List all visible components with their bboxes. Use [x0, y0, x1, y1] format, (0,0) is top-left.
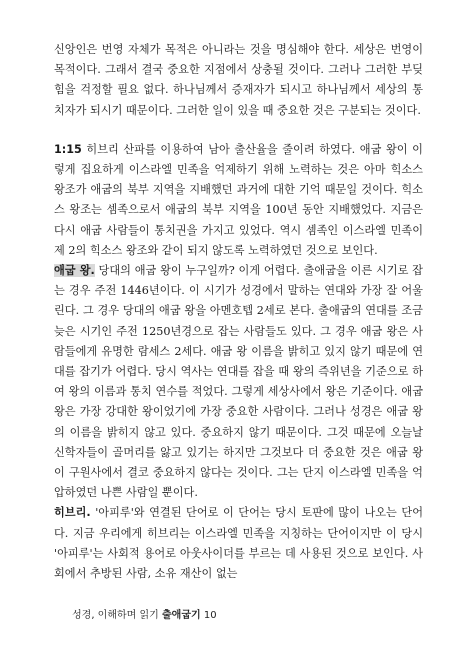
- paragraph-verse-1-15: 1:15 히브리 산파를 이용하여 남아 출산율을 줄이려 하였다. 애굽 왕이 이렇게 집요하게 이스라엘 민족을 억제하기 위해 노력하는 것은 아마 힉소스 왕조가 애굽의 북부 지역을 지배했던 과거에 대한 기억 때문일 것이다. 힉소스 왕조는 셈족으로서 애굽의 북부 지역을 100년 동안 지배했었다. 지금은 다시 애굽 사람들이 통치권을 가지고 있었다. 역시 셈족인 이스라엘 민족이 제 2의 힉소스 왕조와 같이 되지 않도록 노력하였던 것으로 보인다.: [54, 142, 423, 257]
- paragraph-prosperity: 신앙인은 번영 자체가 목적은 아니라는 것을 명심해야 한다. 세상은 번영이 목적이다. 그래서 결국 중요한 지점에서 상충될 것이다. 그러나 그러한 부딪힘을 걱정할 필요 없다. 하나님께서 증재자가 되시고 하나님께서 세상의 통치자가 되시기 때문이다. 그러한 일이 있을 때 중요한 것은 구분되는 것이다.: [54, 43, 423, 117]
- paragraph-egypt-king: 애굽 왕. 당대의 애굽 왕이 누구일까? 이게 어렵다. 출애굽을 이른 시기로 잡는 경우 주전 1446년이다. 이 시기가 성경에서 말하는 연대와 가장 잘 어울린다. 그 경우 당대의 애굽 왕을 아멘호텝 2세로 본다. 출애굽의 연대를 조금 늦은 시기인 주전 1250년경으로 잡는 사람들도 있다. 그 경우 애굽 왕은 사람들에게 유명한 람세스 2세다. 애굽 왕 이름을 밝히고 있지 않기 때문에 연대를 잡기가 어렵다. 당시 역사는 연대를 잡을 때 왕의 즉위년을 기준으로 하여 왕의 이름과 통치 연수를 적었다. 그렇게 세상사에서 왕은 기준이다. 애굽 왕은 가장 강대한 왕이었기에 가장 중요한 사람이다. 그러나 성경은 애굽 왕의 이름을 밝히지 않고 있다. 중요하지 않기 때문이다. 그것 때문에 오늘날 신학자들이 골머리를 앓고 있기는 하지만 그것보다 더 중요한 것은 애굽 왕이 구원사에서 결코 중요하지 않다는 것이다. 그는 단지 이스라엘 민족을 억압하였던 나쁜 사람일 뿐이다.: [54, 264, 423, 500]
- paragraph-hebrew: 히브리. '아피루'와 연결된 단어로 이 단어는 당시 토판에 많이 나오는 단어다. 지금 우리에게 히브리는 이스라엘 민족을 지칭하는 단어이지만 이 당시 '아피루'는 사회적 용어로 아웃사이더를 부르는 데 사용된 것으로 보인다. 사회에서 추방된 사람, 소유 재산이 없는: [54, 506, 423, 581]
- page-number: 10: [203, 610, 217, 621]
- verse-reference: 1:15: [54, 142, 82, 156]
- footer-book-name: 성경, 이해하며 읽기: [72, 610, 159, 621]
- term-heading-egypt-king: 애굽 왕.: [54, 264, 95, 278]
- footer-book-title: 출애굽기: [162, 610, 201, 621]
- term-heading-hebrew: 히브리.: [54, 506, 91, 520]
- page-footer: [72, 606, 217, 621]
